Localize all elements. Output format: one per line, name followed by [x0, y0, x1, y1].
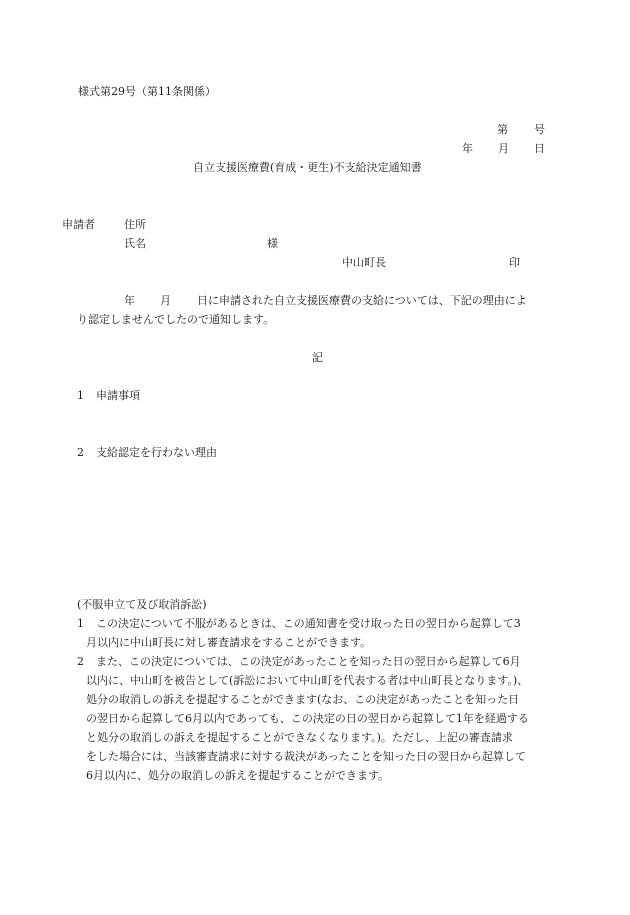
form-label: 様式第29号（第11条関係） [78, 85, 216, 98]
notice-item1-line2: 月以内に中山町長に対し審査請求をすることができます。 [86, 636, 372, 649]
doc-number-dai: 第 [497, 123, 508, 136]
issuer-name: 中山町長 [342, 256, 386, 269]
document-title: 自立支援医療費(育成・更生)不支給決定通知書 [193, 161, 422, 174]
notice-item2-line2: 以内に、中山町を被告として(訴訟において中山町を代表する者は中山町長となります。)、 [86, 674, 529, 687]
address-label: 住所 [124, 218, 146, 231]
body-year: 年 [124, 294, 135, 307]
date-year: 年 [462, 142, 473, 155]
item2-label: 支給認定を行わない理由 [96, 446, 217, 459]
date-day: 日 [534, 142, 545, 155]
doc-number-gou: 号 [534, 123, 545, 136]
item1-label: 申請事項 [96, 389, 140, 402]
date-month: 月 [498, 142, 509, 155]
notice-item1-line1: この決定について不服があるときは、この通知書を受け取った日の翌日から起算して3 [96, 617, 521, 630]
ki-heading: 記 [312, 351, 323, 364]
notice-item2-number: 2 [77, 655, 84, 668]
notice-item2-line7: 6月以内に、処分の取消しの訴えを提起することができます。 [86, 769, 390, 782]
notice-item1-number: 1 [77, 617, 84, 630]
applicant-label: 申請者 [62, 218, 95, 231]
notice-item2-line1: また、この決定については、この決定があったことを知った日の翌日から起算して6月 [96, 655, 521, 668]
body-month: 月 [160, 294, 171, 307]
seal-mark: 印 [509, 256, 520, 269]
notice-item2-line5: と処分の取消しの訴えを提起することができなくなります。)。ただし、上記の審査請求 [86, 731, 513, 744]
item1-number: 1 [77, 389, 84, 402]
body-line2: り認定しませんでしたので通知します。 [77, 313, 275, 326]
honorific: 様 [267, 237, 278, 250]
notice-heading: (不服申立て及び取消訴訟) [77, 598, 207, 611]
body-line1: 日に申請された自立支援医療費の支給については、下記の理由によ [197, 294, 527, 307]
name-label: 氏名 [124, 237, 146, 250]
item2-number: 2 [77, 446, 84, 459]
notice-item2-line4: の翌日から起算して6月以内であっても、この決定の日の翌日から起算して1年を経過する [86, 712, 529, 725]
notice-item2-line3: 処分の取消しの訴えを提起することができます(なお、この決定があったことを知った日 [86, 693, 520, 706]
notice-item2-line6: をした場合には、当該審査請求に対する裁決があったことを知った日の翌日から起算して [86, 750, 526, 763]
